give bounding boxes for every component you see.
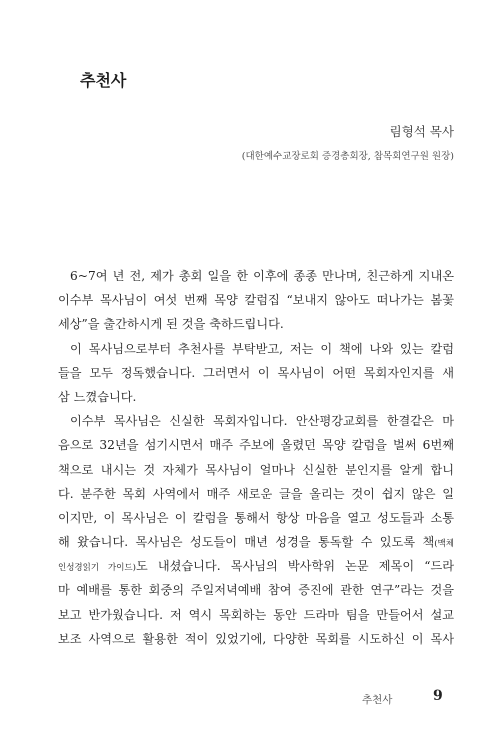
body-line: 이 목사님으로부터 추천사를 부탁받고, 저는 이 책에 나와 있는 칼럼: [70, 341, 454, 356]
body-line: 마 예배를 통한 회중의 주일저녁예배 참여 증진에 관한 연구”라는 것을: [58, 583, 454, 598]
body-line: 삼 느꼈습니다.: [58, 389, 137, 404]
body-line: 보고 반가웠습니다. 저 역시 목회하는 동안 드라마 팀을 만들어서 설교: [58, 607, 454, 622]
body-line-small-segment: 인성경읽기 가이드): [58, 563, 136, 574]
body-line: 세상”을 출간하시게 된 것을 축하드립니다.: [58, 317, 284, 332]
page-number: 9: [433, 688, 443, 704]
body-line: 음으로 32년을 섬기시면서 매주 주보에 올렸던 목양 칼럼을 벌써 6번째: [58, 438, 454, 453]
author-affiliation: (대한예수교장로회 증경총회장, 참목회연구원 원장): [241, 151, 454, 162]
body-line: 이수부 목사님은 신실한 목회자입니다. 안산평강교회를 한결같은 마: [70, 414, 454, 429]
body-line: [58, 554, 454, 578]
author-name: 림형석 목사: [389, 124, 454, 139]
body-line: 다. 분주한 목회 사역에서 매주 새로운 글을 올리는 것이 쉽지 않은 일: [58, 486, 454, 501]
body-line-segment: 도 내셨습니다. 목사님의 박사학위 논문 제목이 “드라: [135, 559, 454, 574]
running-footer: 추천사: [362, 694, 393, 706]
body-text: [58, 264, 454, 651]
body-line: 들을 모두 정독했습니다. 그러면서 이 목사님이 어떤 목회자인지를 새: [58, 365, 454, 380]
body-line: 보조 사역으로 활용한 적이 있었기에, 다양한 목회를 시도하신 이 목사: [58, 631, 454, 646]
body-line: 이지만, 이 목사님은 이 칼럼을 통해서 항상 마음을 열고 성도들과 소통: [58, 510, 454, 525]
body-line-small-segment: (맥체: [434, 539, 454, 550]
body-line: 책으로 내시는 것 자체가 목사님이 얼마나 신실한 분인지를 알게 합니: [58, 462, 454, 477]
section-title: 추천사: [80, 71, 127, 90]
body-line-segment: 해 왔습니다. 목사님은 성도들이 매년 성경을 통독할 수 있도록 책: [58, 535, 435, 550]
body-line: 이수부 목사님이 여섯 번째 목양 칼럼집 “보내지 않아도 떠나가는 봄꽃: [58, 293, 454, 308]
body-line: [58, 530, 454, 554]
body-line: 6~7여 년 전, 제가 총회 일을 한 이후에 종종 만나며, 친근하게 지내온: [70, 269, 454, 283]
